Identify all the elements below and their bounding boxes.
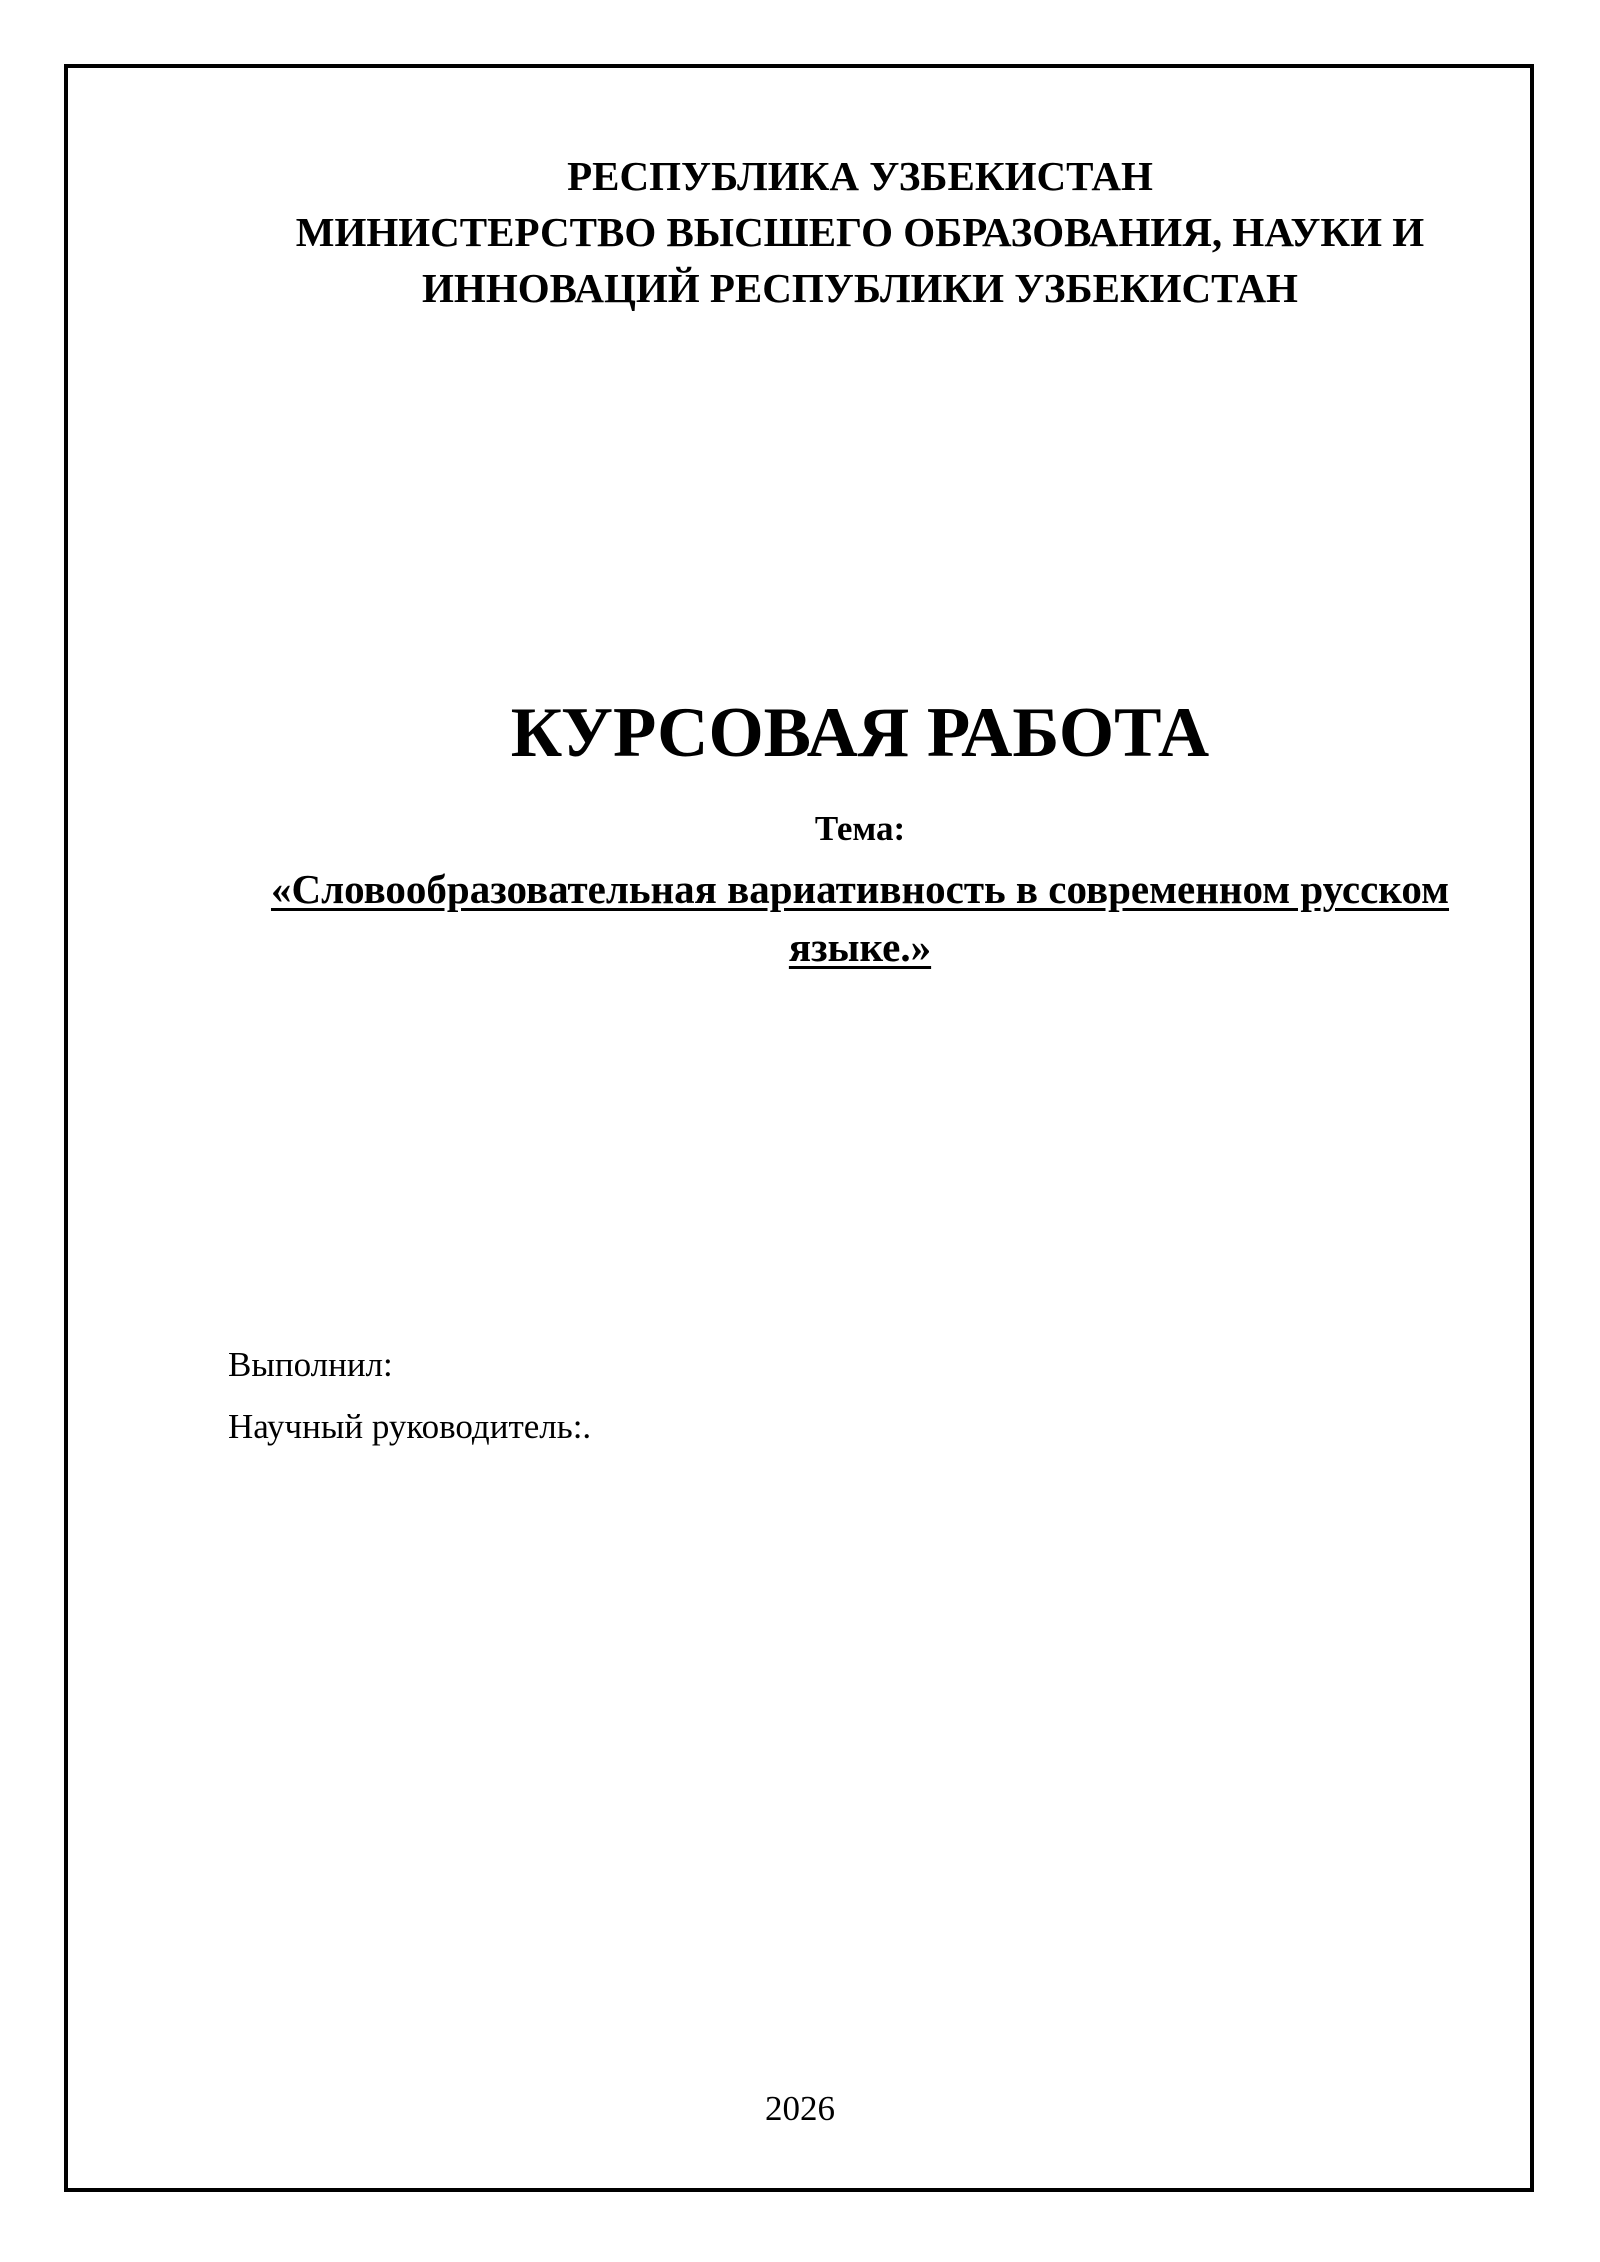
topic-label: Тема: [814, 809, 906, 848]
topic-title [230, 860, 1490, 976]
header-ministry-line2: ИННОВАЦИЙ РЕСПУБЛИКИ УЗБЕКИСТАН [422, 265, 1298, 311]
document-type-title: КУРСОВАЯ РАБОТА [510, 694, 1210, 772]
supervisor-label: Научный руководитель:. [228, 1407, 592, 1446]
topic-title-text: «Словообразовательная вариативность в современном русском языке.» [270, 866, 1450, 970]
header-ministry-line1: МИНИСТЕРСТВО ВЫСШЕГО ОБРАЗОВАНИЯ, НАУКИ И [295, 209, 1425, 255]
page-border [64, 64, 1534, 2192]
year: 2026 [765, 2089, 835, 2128]
author-label: Выполнил: [228, 1345, 393, 1384]
author-block [228, 1334, 591, 1458]
header-country: РЕСПУБЛИКА УЗБЕКИСТАН [567, 153, 1153, 199]
institution-header [230, 148, 1490, 316]
